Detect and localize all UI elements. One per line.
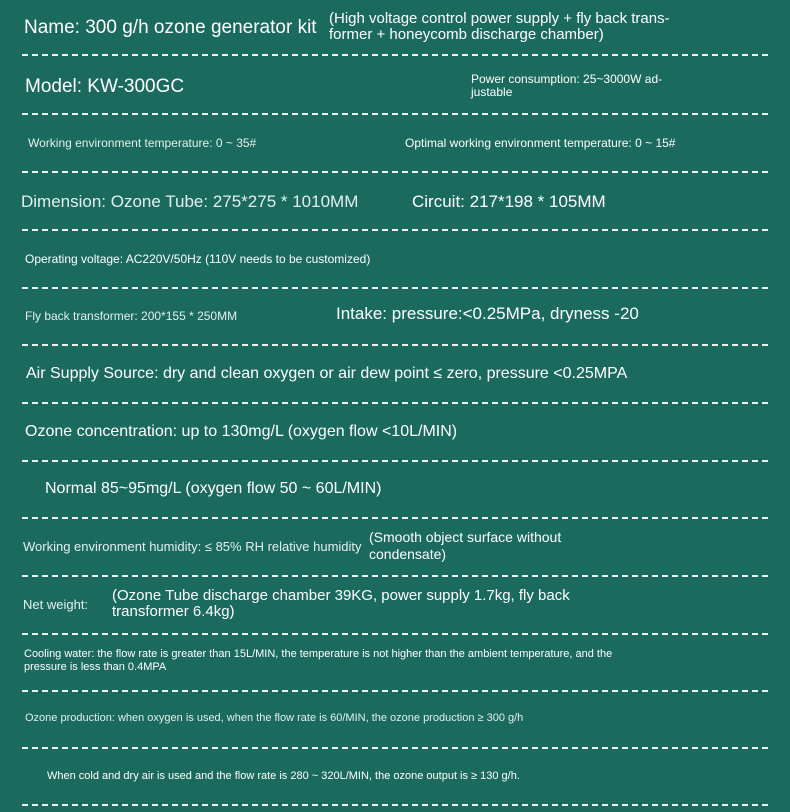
divider <box>22 517 768 519</box>
working-temperature: Working environment temperature: 0 ~ 35# <box>28 136 257 150</box>
cooling-water-line1: Cooling water: the flow rate is greater than 15L/MIN, the temperature is not higher than the ambient temperature, and the <box>24 648 613 660</box>
dimension-ozone-tube: Dimension: Ozone Tube: 275*275 * 1010MM <box>21 192 359 211</box>
ozone-concentration: Ozone concentration: up to 130mg/L (oxygen flow <10L/MIN) <box>25 423 458 440</box>
divider <box>22 54 768 56</box>
net-weight-note-line2: transformer 6.4kg) <box>112 603 235 620</box>
name-note-line2: former + honeycomb discharge chamber) <box>329 26 604 43</box>
operating-voltage: Operating voltage: AC220V/50Hz (110V needs to be customized) <box>25 252 371 266</box>
power-consumption-line2: justable <box>471 85 513 99</box>
divider <box>22 460 768 462</box>
intake-pressure: Intake: pressure:<0.25MPa, dryness -20 <box>336 304 639 323</box>
divider <box>22 402 768 404</box>
power-consumption-line1: Power consumption: 25~3000W ad- <box>471 72 663 86</box>
divider <box>22 690 768 692</box>
dry-air-output: When cold and dry air is used and the flow rate is 280 ~ 320L/MIN, the ozone output is ≥ 130 g/h. <box>47 770 520 782</box>
net-weight-note-line1: (Ozone Tube discharge chamber 39KG, power supply 1.7kg, fly back <box>112 587 570 604</box>
name-label: Name: 300 g/h ozone generator kit <box>24 17 317 38</box>
optimal-temperature: Optimal working environment temperature: 0 ~ 15# <box>405 136 676 150</box>
divider <box>22 804 768 806</box>
divider <box>22 575 768 577</box>
ozone-production: Ozone production: when oxygen is used, when the flow rate is 60/MIN, the ozone production ≥ 300 g/h <box>25 712 524 724</box>
divider <box>22 113 768 115</box>
name-note-line1: (High voltage control power supply + fly back trans- <box>329 10 670 27</box>
humidity-note-line1: (Smooth object surface without <box>369 529 562 545</box>
fly-back-transformer: Fly back transformer: 200*155 * 250MM <box>25 309 238 323</box>
dimension-circuit: Circuit: 217*198 * 105MM <box>412 192 606 211</box>
divider <box>22 633 768 635</box>
normal-concentration: Normal 85~95mg/L (oxygen flow 50 ~ 60L/MIN) <box>45 480 382 497</box>
humidity-note-line2: condensate) <box>369 546 447 562</box>
divider <box>22 229 768 231</box>
net-weight-label: Net weight: <box>23 597 89 612</box>
divider <box>22 747 768 749</box>
air-supply-source: Air Supply Source: dry and clean oxygen or air dew point ≤ zero, pressure <0.25MPA <box>26 365 628 382</box>
humidity-label: Working environment humidity: ≤ 85% RH relative humidity <box>23 539 362 554</box>
divider <box>22 344 768 346</box>
divider <box>22 171 768 173</box>
model-label: Model: KW-300GC <box>25 76 185 97</box>
divider <box>22 287 768 289</box>
cooling-water-line2: pressure is less than 0.4MPA <box>24 661 167 673</box>
